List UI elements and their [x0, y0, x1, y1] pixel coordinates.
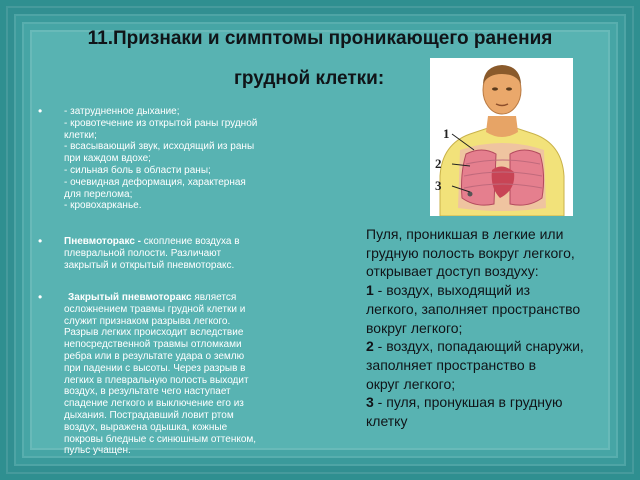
text-line: спадение легкого и выключение его из: [64, 398, 244, 410]
text-line: - сильная боль в области раны;: [64, 164, 211, 176]
text-line: непосредственной травмы отломками: [64, 339, 242, 351]
text-line: осложнением травмы грудной клетки и: [64, 303, 246, 315]
text-line: Пуля, проникшая в легкие или: [366, 226, 564, 242]
neck: [486, 116, 518, 137]
text-line: при падении с высоты. Через разрыв в: [64, 362, 246, 374]
pneumothorax-text: [64, 236, 320, 271]
text-fragment: - воздух, попадающий снаружи,: [373, 338, 584, 355]
text-line: клетку: [366, 413, 408, 430]
term-pneumothorax: Пневмоторакс -: [64, 236, 142, 247]
text-line: - всасывающий звук, исходящий из раны: [64, 141, 255, 153]
text-line: - кровохарканье.: [64, 200, 142, 212]
text-line: клетки;: [64, 129, 97, 141]
right-lung: [510, 150, 544, 205]
text-line: открывает доступ воздуху:: [366, 263, 539, 280]
text-line: для перелома;: [64, 188, 133, 200]
anatomy-figure: [430, 58, 573, 216]
text-line: - затрудненное дыхание;: [64, 106, 180, 117]
text-line: Разрыв легких происходит вследствие: [64, 327, 244, 339]
left-eye: [492, 87, 498, 90]
label-2: 2: [435, 156, 442, 171]
text-line: округ легкого;: [366, 375, 456, 392]
text-line: - кровотечение из открытой раны грудной: [64, 117, 258, 129]
label-1: 1: [443, 126, 450, 141]
text-fragment: - воздух, выходящий из: [373, 282, 531, 299]
text-line: [366, 281, 628, 300]
text-line: воздух, в результате чего наступает: [64, 386, 231, 398]
item-number: 3: [366, 394, 374, 411]
text-line: покровы бледные с синюшным оттенком,: [64, 433, 257, 445]
text-line: дыхания. Пострадавший ловит ртом: [64, 409, 234, 421]
text-line: закрытый и открытый пневмоторакс.: [64, 259, 235, 271]
closed-pneumothorax-text: [64, 292, 324, 304]
item-number: 1: [366, 282, 374, 299]
text-line: легкого, заполняет пространство: [366, 300, 581, 317]
text-line: заполняет пространство в: [366, 356, 537, 373]
text-line: плевральной полости. Различают: [64, 247, 222, 259]
item-number: 2: [366, 338, 374, 355]
chest-wound-illustration: [430, 58, 573, 216]
text-line: воздух, выражена одышка, кожные: [64, 421, 228, 433]
slide-title-line1: 11.Признаки и симптомы проникающего ранения: [87, 28, 553, 49]
text-line: пульс учащен.: [64, 445, 131, 457]
text-line: [366, 393, 628, 412]
closed-pneumothorax-body: [64, 304, 320, 457]
label-3: 3: [435, 178, 442, 193]
text-fragment: - пуля, пронукшая в грудную: [373, 394, 563, 411]
text-line: ребра или в результате удара о землю: [64, 350, 245, 362]
bullet: [468, 192, 473, 197]
text-fragment: скопление воздуха в: [141, 236, 240, 247]
bullet-marker: •: [38, 234, 43, 248]
text-line: легких в плевральную полость выходит: [64, 374, 249, 386]
text-line: при каждом вдохе;: [64, 153, 151, 165]
text-line: [64, 236, 320, 248]
symptoms-text: [64, 106, 320, 212]
slide-title-line2: грудной клетки:: [234, 68, 385, 89]
left-lung: [462, 150, 497, 205]
text-line: грудную полость вокруг легкого,: [366, 244, 575, 261]
text-line: [366, 337, 628, 356]
text-line: [68, 292, 324, 304]
text-line: вокруг легкого;: [366, 319, 463, 336]
text-fragment: является: [191, 292, 237, 303]
term-closed-pneumothorax: Закрытый пневмоторакс: [68, 292, 192, 303]
text-line: - очевидная деформация, характерная: [64, 176, 246, 188]
explanation-text: [366, 225, 628, 431]
bullet-marker: •: [38, 290, 43, 304]
bullet-marker: •: [38, 104, 43, 118]
text-line: служит признаком разрыва легкого.: [64, 315, 231, 327]
right-eye: [506, 87, 512, 90]
